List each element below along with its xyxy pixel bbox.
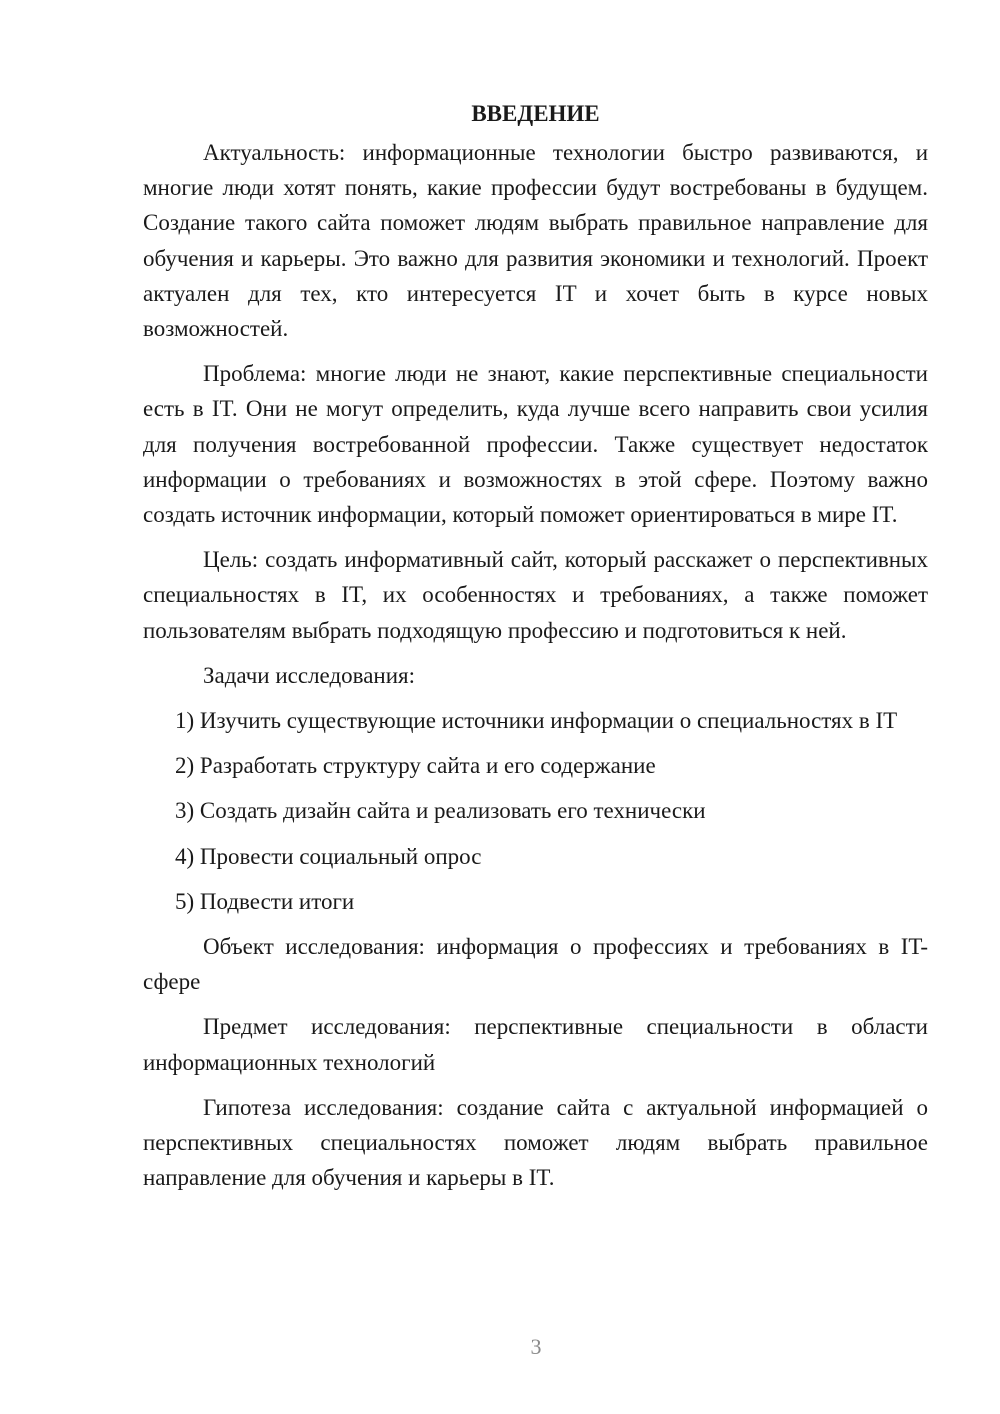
paragraph-subject: Предмет исследования: перспективные специальности в области информационных технологий bbox=[143, 1014, 928, 1075]
section-title: ВВЕДЕНИЕ bbox=[471, 101, 600, 126]
paragraph-hypothesis: Гипотеза исследования: создание сайта с актуальной информацией о перспективных специальностях поможет людям выбрать правильное направление для обучения и карьеры в IT. bbox=[143, 1094, 928, 1191]
list-item: 4) Провести социальный опрос bbox=[175, 843, 482, 869]
list-item: 3) Создать дизайн сайта и реализовать его технически bbox=[175, 798, 706, 824]
page-content bbox=[143, 96, 928, 1205]
paragraph-relevance: Актуальность: информационные технологии быстро развиваются, и многие люди хотят понять, какие профессии будут востребованы в будущем. Создание такого сайта поможет людям выбрать правильное направление для обучения и карьеры. Это важно для развития экономики и технологий. Проект актуален для тех, кто интересуется IT и хочет быть в курсе новых возможностей. bbox=[143, 140, 928, 342]
paragraph-problem: Проблема: многие люди не знают, какие перспективные специальности есть в IT. Они не могут определить, куда лучше всего направить свои усилия для получения востребованной профессии. Также существует недостаток информации о требованиях и возможностях в этой сфере. Поэтому важно создать источник информации, который поможет ориентироваться в мире IT. bbox=[143, 361, 928, 528]
page-number: 3 bbox=[530, 1334, 542, 1359]
list-item: 1) Изучить существующие источники информации о специальностях в IT bbox=[175, 708, 898, 734]
list-item: 2) Разработать структуру сайта и его содержание bbox=[175, 753, 656, 779]
paragraph-goal: Цель: создать информативный сайт, который расскажет о перспективных специальностях в IT, их особенностях и требованиях, а также поможет пользователям выбрать подходящую профессию и подготовиться к ней. bbox=[143, 547, 928, 643]
paragraph-object: Объект исследования: информация о профессиях и требованиях в IT-сфере bbox=[143, 934, 928, 995]
tasks-list bbox=[143, 703, 928, 919]
list-item: 5) Подвести итоги bbox=[175, 888, 355, 914]
tasks-heading: Задачи исследования: bbox=[203, 662, 416, 688]
